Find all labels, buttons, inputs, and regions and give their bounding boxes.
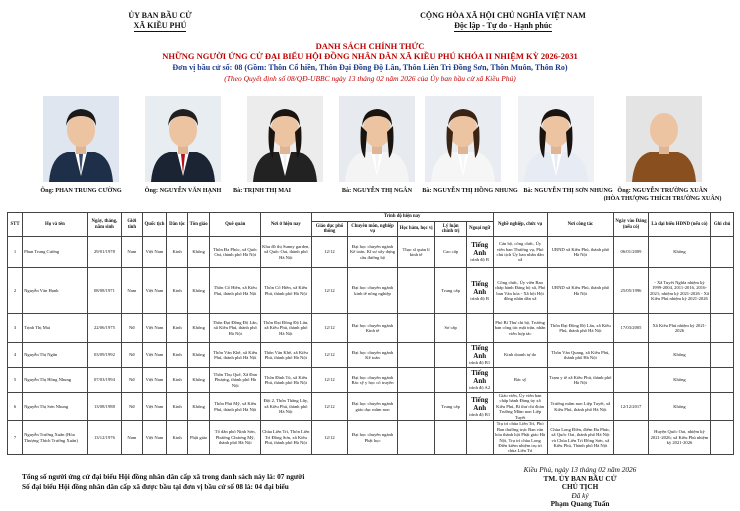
issuer-header <box>85 11 235 32</box>
cell-job: Bác sỹ <box>493 368 547 393</box>
cell-residence: Đội 2, Thôn Thắng Lũy, xã Kiều Phú, thành phố Hà Nội <box>261 393 312 421</box>
national-line-1: CỘNG HÒA XÃ HỘI CHỦ NGHĨA VIỆT NAM <box>420 11 586 20</box>
cell-politics <box>435 343 466 368</box>
candidate-photo <box>247 96 323 182</box>
cell-workplace: Trường mầm non Liệp Tuyết, xã Kiều Phú, thành phố Hà Nội <box>547 393 614 421</box>
cell-party <box>614 368 648 393</box>
table-row <box>8 268 734 314</box>
cell-hometown: Thôn Cổ Hiền, xã Kiều Phú, thành phố Hà Nội <box>210 268 261 314</box>
candidate-table <box>7 212 734 455</box>
cell-dob: 03/09/1992 <box>87 343 121 368</box>
sign-date: Kiều Phú, ngày 13 tháng 02 năm 2026 <box>523 465 637 474</box>
col-name: Họ và tên <box>23 213 88 237</box>
cell-general: 12/12 <box>311 368 348 393</box>
cell-gender: Nữ <box>122 393 142 421</box>
national-motto: Độc lập - Tự do - Hạnh phúc <box>454 21 552 30</box>
cell-degree <box>397 393 435 421</box>
col-degree: Học hàm, học vị <box>397 222 435 237</box>
cell-dob: 13/08/1988 <box>87 393 121 421</box>
signer-name: Phạm Quang Tuấn <box>550 499 610 508</box>
cell-hdnd: Không <box>648 368 710 393</box>
cell-language <box>466 421 493 455</box>
cell-hometown: Thôn Đa Phúc, xã Quốc Oai, thành phố Hà Nội <box>210 237 261 268</box>
cell-stt: 1 <box>8 237 23 268</box>
col-workplace: Nơi công tác <box>547 213 614 237</box>
cell-general: 12/12 <box>311 314 348 343</box>
cell-party <box>614 421 648 455</box>
cell-hometown: Tổ dân phố Ninh Sơn, Phường Chương Mỹ, thành phố Hà Nội <box>210 421 261 455</box>
cell-residence: Thôn Đại Đồng Độ Lân, xã Kiều Phú, thành phố Hà Nội <box>261 314 312 343</box>
cell-language: Tiếng Anh trình độ A2 <box>466 368 493 393</box>
cell-note <box>711 314 734 343</box>
cell-language: Tiếng Anh trình độ B1 <box>466 343 493 368</box>
cell-gender: Nữ <box>122 368 142 393</box>
candidate-photo <box>43 96 119 182</box>
caption-name: Bà: NGUYỄN THỊ NGÂN <box>341 187 413 194</box>
table-row <box>8 393 734 421</box>
candidate-photo <box>425 96 501 182</box>
issuer-line-1: ỦY BAN BẦU CỬ <box>128 11 192 20</box>
cell-politics <box>435 368 466 393</box>
caption-name: Ông: NGUYỄN VĂN HẠNH <box>144 187 222 194</box>
cell-degree <box>397 314 435 343</box>
cell-workplace: Thôn Đại Đồng Độ Lân, xã Kiều Phú, thành phố Hà Nội <box>547 314 614 343</box>
cell-degree <box>397 421 435 455</box>
cell-stt: 4 <box>8 343 23 368</box>
cell-religion: Không <box>187 268 210 314</box>
col-residence: Nơi ở hiện nay <box>261 213 312 237</box>
cell-politics: Cao cấp <box>435 237 466 268</box>
table-row <box>8 368 734 393</box>
cell-nation: Việt Nam <box>142 343 167 368</box>
doc-subtitle: NHỮNG NGƯỜI ỨNG CỬ ĐẠI BIỂU HỘI ĐỒNG NHÂN DÂN XÃ KIỀU PHÚ KHÓA II NHIỆM KỲ 2026-2031 <box>162 51 578 61</box>
col-religion: Tôn giáo <box>187 213 210 237</box>
candidate-photo <box>145 96 221 182</box>
doc-title: DANH SÁCH CHÍNH THỨC <box>315 41 425 51</box>
col-ethnic: Dân tộc <box>167 213 187 237</box>
cell-specialty: Đại học chuyên ngành Kế toán <box>348 343 398 368</box>
col-group-education: Trình độ hiện nay <box>311 213 493 222</box>
col-dob: Ngày, tháng, năm sinh <box>87 213 121 237</box>
cell-religion: Không <box>187 237 210 268</box>
cell-name: Trịnh Thị Mai <box>23 314 88 343</box>
col-job: Nghề nghiệp, chức vụ <box>493 213 547 237</box>
cell-general: 12/12 <box>311 393 348 421</box>
table-row <box>8 421 734 455</box>
caption-name: Ông: PHAN TRUNG CƯỜNG <box>40 187 122 194</box>
table-row <box>8 314 734 343</box>
cell-note <box>711 343 734 368</box>
cell-hdnd: Không <box>648 237 710 268</box>
cell-gender: Nữ <box>122 314 142 343</box>
cell-note <box>711 421 734 455</box>
cell-degree <box>397 368 435 393</box>
cell-hometown: Thôn Đại Đồng Độ Lân, xã Kiều Phú, thành phố Hà Nội <box>210 314 261 343</box>
cell-residence: Khu đô thị Sunny garden, xã Quốc Oai, thành phố Hà Nội <box>261 237 312 268</box>
candidate-photo <box>518 96 594 182</box>
cell-workplace: UBND xã Kiều Phú, thành phố Hà Nội <box>547 237 614 268</box>
cell-party: 12/12/2017 <box>614 393 648 421</box>
signature-block <box>500 466 660 509</box>
cell-ethnic: Kinh <box>167 368 187 393</box>
cell-nation: Việt Nam <box>142 268 167 314</box>
cell-politics: Sơ cấp <box>435 314 466 343</box>
cell-dob: 08/08/1971 <box>87 268 121 314</box>
issuer-line-2: XÃ KIỀU PHÚ <box>133 21 187 30</box>
caption-name: Ông: NGUYỄN TRƯỜNG XUÂN <box>617 187 708 194</box>
cell-note <box>711 368 734 393</box>
cell-note <box>711 268 734 314</box>
cell-gender: Nam <box>122 421 142 455</box>
cell-language: Tiếng Anh trình độ B1 <box>466 393 493 421</box>
cell-politics: Trung cấp <box>435 393 466 421</box>
cell-specialty: Đại học chuyên ngành Kinh tế <box>348 314 398 343</box>
table-row <box>8 343 734 368</box>
cell-dob: 22/06/1975 <box>87 314 121 343</box>
sign-role: CHỦ TỊCH <box>561 482 599 491</box>
cell-ethnic: Kinh <box>167 237 187 268</box>
candidate-photo <box>626 96 702 182</box>
cell-religion: Không <box>187 393 210 421</box>
total-candidates: Tổng số người ứng cử đại biểu Hội đồng nhân dân cấp xã trong danh sách này là: 07 người <box>22 472 305 481</box>
col-nation: Quốc tịch <box>142 213 167 237</box>
cell-hdnd: - Xã Tuyết Nghĩa nhiệm kỳ 1999-2004, 2011-2016, 2016-2021; nhiệm kỳ 2021-2026 - Xã Kiều Phú nhiệm kỳ 2021-2026 <box>648 268 710 314</box>
caption-religious-name: (HÒA THƯỢNG THÍCH TRƯỜNG XUÂN) <box>603 195 722 202</box>
col-hdnd: Là đại biểu HĐND (nếu có) <box>648 213 710 237</box>
cell-language <box>466 314 493 343</box>
caption-name: Bà: NGUYỄN THỊ HỒNG NHUNG <box>422 187 518 194</box>
cell-party: 25/05/1996 <box>614 268 648 314</box>
cell-language: Tiếng Anh trình độ B <box>466 268 493 314</box>
cell-party: 06/01/2009 <box>614 237 648 268</box>
caption-name: Bà: NGUYỄN THỊ SƠN NHUNG <box>523 187 613 194</box>
cell-workplace: UBND xã Kiều Phú, thành phố Hà Nội <box>547 268 614 314</box>
col-gender: Giới tính <box>122 213 142 237</box>
cell-general: 12/12 <box>311 268 348 314</box>
cell-name: Phan Trung Cường <box>23 237 88 268</box>
cell-gender: Nữ <box>122 343 142 368</box>
cell-name: Nguyễn Thị Hồng Nhung <box>23 368 88 393</box>
cell-residence: Chùa Liên Trì, Thôn Liên Trì Đồng Sơn, xã Kiều Phú, thành phố Hà Nội <box>261 421 312 455</box>
cell-ethnic: Kinh <box>167 314 187 343</box>
sign-org: TM. ỦY BAN BẦU CỬ <box>543 473 617 483</box>
cell-party: 17/03/2005 <box>614 314 648 343</box>
cell-residence: Thôn Văn Khê, xã Kiều Phú, thành phố Hà Nội <box>261 343 312 368</box>
table-body <box>8 237 734 455</box>
cell-politics <box>435 421 466 455</box>
col-party: Ngày vào Đảng (nếu có) <box>614 213 648 237</box>
col-note: Ghi chú <box>711 213 734 237</box>
cell-name: Nguyễn Trường Xuân (Hòa Thượng Thích Trường Xuân) <box>23 421 88 455</box>
elected-count: Số đại biểu Hội đồng nhân dân cấp xã được bầu tại đơn vị bầu cử số 08 là: 04 đại biểu <box>22 482 289 491</box>
cell-ethnic: Kinh <box>167 268 187 314</box>
cell-degree <box>397 268 435 314</box>
cell-residence: Thôn Đình Tú, xã Kiều Phú, thành phố Hà Nội <box>261 368 312 393</box>
cell-dob: 07/03/1994 <box>87 368 121 393</box>
decision-note: (Theo Quyết định số 08/QĐ-UBBC ngày 13 tháng 02 năm 2026 của Ủy ban bầu cử xã Kiều Phú) <box>224 74 516 83</box>
cell-workplace: Trạm y tế xã Kiều Phú, thành phố Hà Nội <box>547 368 614 393</box>
cell-degree: Thạc sĩ quản lí kinh tế <box>397 237 435 268</box>
col-politics: Lý luận chính trị <box>435 222 466 237</box>
cell-ethnic: Kinh <box>167 393 187 421</box>
cell-name: Nguyễn Văn Hạnh <box>23 268 88 314</box>
cell-stt: 3 <box>8 314 23 343</box>
cell-stt: 5 <box>8 368 23 393</box>
cell-residence: Thôn Cổ Hiền, xã Kiều Phú, thành phố Hà Nội <box>261 268 312 314</box>
cell-note <box>711 237 734 268</box>
cell-specialty: Đại học chuyên ngành kinh tế nông nghiệp <box>348 268 398 314</box>
col-general-edu: Giáo dục phổ thông <box>311 222 348 237</box>
cell-religion: Phật giáo <box>187 421 210 455</box>
cell-general: 12/12 <box>311 421 348 455</box>
cell-hdnd: Không <box>648 343 710 368</box>
cell-nation: Việt Nam <box>142 237 167 268</box>
col-stt: STT <box>8 213 23 237</box>
cell-hdnd: Không <box>648 393 710 421</box>
cell-general: 12/12 <box>311 237 348 268</box>
cell-workplace: Thôn Văn Quang, xã Kiều Phú, thành phố Hà Nội <box>547 343 614 368</box>
col-specialty: Chuyên môn, nghiệp vụ <box>348 222 398 237</box>
cell-specialty: Đại học chuyên ngành Kế toán, Kĩ sư xây dựng cầu đường bộ <box>348 237 398 268</box>
cell-hometown: Thôn Văn Khê, xã Kiều Phú, thành phố Hà Nội <box>210 343 261 368</box>
cell-workplace: Chùa Long Điền, điểm Đa Phúc, xã Quốc Oai, thành phố Hà Nội và Chùa Liên Trì Đồng Sơn, xã Kiều Phú, Thành phố Hà Nội <box>547 421 614 455</box>
cell-stt: 2 <box>8 268 23 314</box>
cell-religion: Không <box>187 343 210 368</box>
cell-job: Công chức, Ủy viên Ban chấp hành Đảng bộ xã, Phó ban Văn hóa - Xã hội Hội đồng nhân dân xã <box>493 268 547 314</box>
cell-name: Nguyễn Thị Sơn Nhung <box>23 393 88 421</box>
cell-specialty: Đại học chuyên ngành Phật học <box>348 421 398 455</box>
cell-degree <box>397 343 435 368</box>
cell-stt: 6 <box>8 393 23 421</box>
cell-hometown: Thôn Thụ Quế, Xã Đan Phượng, thành phố Hà Nội <box>210 368 261 393</box>
cell-nation: Việt Nam <box>142 421 167 455</box>
col-language: Ngoại ngữ <box>466 222 493 237</box>
candidate-caption <box>595 187 730 203</box>
cell-language: Tiếng Anh trình độ B <box>466 237 493 268</box>
cell-job: Phó Bí Thư chi bộ, Trưởng ban công tác mặt trận, nhân viên hợp tác <box>493 314 547 343</box>
cell-religion: Không <box>187 368 210 393</box>
cell-name: Nguyễn Thị Ngân <box>23 343 88 368</box>
cell-specialty: Đại học chuyên ngành Bác sỹ y học cổ truyền <box>348 368 398 393</box>
cell-job: Trụ trì chùa Liên Trì, Phó Ban thường trực Ban văn hóa thành hội Phật giáo Hà Nội, Trụ trì chùa Long Điền kiêm nhiệm trụ trì chùa Liên Trì <box>495 421 546 454</box>
candidate-photo <box>339 96 415 182</box>
cell-ethnic: Kinh <box>167 343 187 368</box>
cell-job: Cán bộ, công chức, Ủy viên ban Thường vụ, Phó chủ tịch Ủy ban nhân dân xã <box>493 237 547 268</box>
caption-name: Bà: TRỊNH THỊ MAI <box>232 187 292 194</box>
cell-religion: Không <box>187 314 210 343</box>
cell-hdnd: Huyện Quốc Oai, nhiệm kỳ 2021-2026; xã Kiều Phú nhiệm kỳ 2021-2026 <box>648 421 710 455</box>
table-row <box>8 237 734 268</box>
national-header <box>388 11 618 32</box>
cell-politics: Trung cấp <box>435 268 466 314</box>
cell-nation: Việt Nam <box>142 368 167 393</box>
candidate-caption <box>212 187 312 195</box>
cell-dob: 13/12/1976 <box>87 421 121 455</box>
cell-specialty: Đại học chuyên ngành giáo dục mầm non <box>348 393 398 421</box>
cell-nation: Việt Nam <box>142 314 167 343</box>
sign-status: Đã ký <box>571 490 589 500</box>
cell-hometown: Thôn Phú Mỹ, xã Kiều Phú, thành phố Hà Nội <box>210 393 261 421</box>
cell-general: 12/12 <box>311 343 348 368</box>
cell-hdnd: Xã Kiều Phú nhiệm kỳ 2021-2026 <box>648 314 710 343</box>
cell-dob: 29/01/1978 <box>87 237 121 268</box>
cell-note <box>711 393 734 421</box>
cell-gender: Nam <box>122 237 142 268</box>
cell-job: Kinh doanh tự do <box>493 343 547 368</box>
cell-ethnic: Kinh <box>167 421 187 455</box>
cell-nation: Việt Nam <box>142 393 167 421</box>
cell-gender: Nam <box>122 268 142 314</box>
cell-party <box>614 343 648 368</box>
cell-job: Giáo viên, Ủy viên ban chấp hành Đảng ủy xã Kiều Phú, Bí thư chi đoàn Trường Mầm non Liệp Tuyết <box>493 393 547 421</box>
col-hometown: Quê quán <box>210 213 261 237</box>
electoral-unit: Đơn vị bầu cử số: 08 (Gồm: Thôn Cổ hiền, Thôn Đại Đồng Độ Lân, Thôn Liên Trì Đồng Sơn, Thôn Muôn, Thôn Ro) <box>172 63 568 72</box>
cell-stt: 7 <box>8 421 23 455</box>
